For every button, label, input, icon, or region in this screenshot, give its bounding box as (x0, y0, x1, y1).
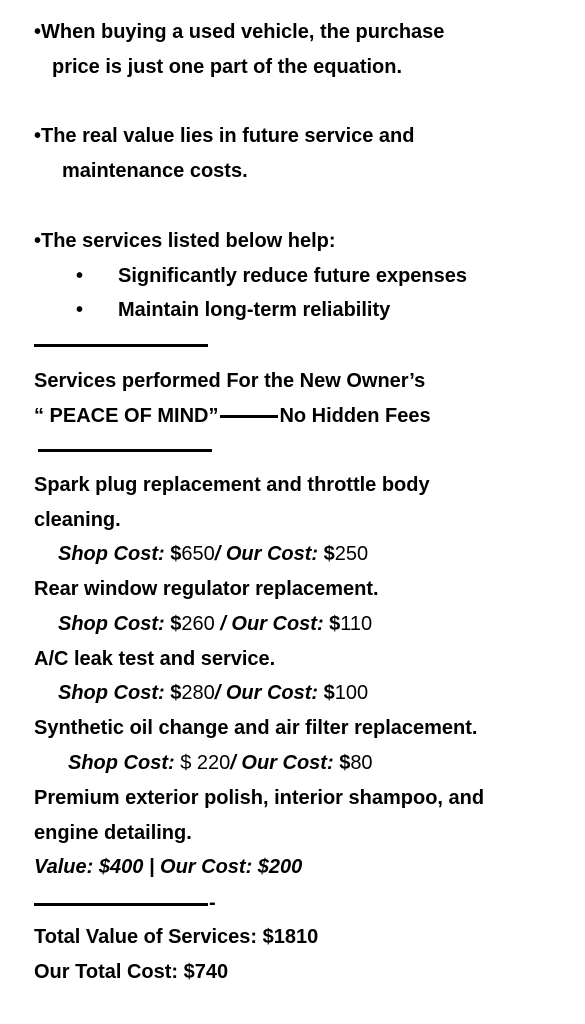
total-cost-line: Our Total Cost: $740 (34, 961, 229, 983)
peace-of-mind-text: “ PEACE OF MIND” (34, 405, 219, 427)
cost-separator: / (214, 682, 226, 704)
service-5-name-line-2: engine detailing. (34, 822, 192, 844)
service-1-name-line-2: cleaning. (34, 509, 121, 531)
service-5-value-line: Value: $400 | Our Cost: $200 (34, 856, 303, 878)
our-cost-currency: $ (323, 682, 335, 704)
services-header-line-2 (34, 404, 431, 428)
service-2-name: Rear window regulator replacement. (34, 578, 379, 600)
shop-cost-currency: $ (170, 682, 182, 704)
our-cost-value: 100 (334, 682, 369, 704)
bullet-icon: • (76, 265, 84, 287)
cost-separator: / (214, 613, 232, 635)
no-hidden-fees-text: No Hidden Fees (279, 405, 431, 427)
our-cost-value: 250 (334, 543, 369, 565)
shop-cost-value: 220 (191, 752, 231, 774)
our-cost-label: Our Cost: (225, 682, 324, 704)
our-cost-label: Our Cost: (241, 752, 340, 774)
intro-line-2: price is just one part of the equation. (52, 56, 403, 78)
intro-line-3: •The real value lies in future service and (34, 125, 415, 147)
our-cost-currency: $ (329, 613, 341, 635)
intro-line-5: •The services listed below help: (34, 230, 336, 252)
our-cost-label: Our Cost: (231, 613, 330, 635)
cost-separator: / (230, 752, 242, 774)
divider-rule (34, 903, 208, 906)
service-4-name: Synthetic oil change and air filter replacement. (34, 717, 478, 739)
benefit-item-2: Maintain long-term reliability (118, 299, 391, 321)
cost-separator: / (214, 543, 226, 565)
divider-rule (38, 449, 212, 452)
intro-line-1: •When buying a used vehicle, the purchase (34, 21, 445, 43)
shop-cost-value: 650 (181, 543, 215, 565)
total-value-line: Total Value of Services: $1810 (34, 926, 319, 948)
shop-cost-label: Shop Cost: (58, 682, 171, 704)
benefit-item-1: Significantly reduce future expenses (118, 265, 467, 287)
our-cost-currency: $ (339, 752, 351, 774)
service-2-cost-line (58, 612, 372, 636)
shop-cost-value: 280 (181, 682, 215, 704)
bullet-icon: • (76, 299, 84, 321)
service-5-name-line-1: Premium exterior polish, interior shampoo, and (34, 787, 485, 809)
intro-line-4: maintenance costs. (62, 160, 248, 182)
service-1-cost-line (58, 542, 368, 566)
shop-cost-currency: $ (170, 613, 182, 635)
shop-cost-label: Shop Cost: (58, 613, 171, 635)
divider-dash: - (209, 892, 216, 914)
service-3-cost-line (58, 681, 368, 705)
our-cost-value: 110 (340, 613, 373, 635)
service-1-name-line-1: Spark plug replacement and throttle body (34, 474, 430, 496)
divider-rule (34, 344, 208, 347)
shop-cost-currency: $ (180, 752, 192, 774)
shop-cost-currency: $ (170, 543, 182, 565)
inline-rule (220, 415, 278, 418)
our-cost-currency: $ (323, 543, 335, 565)
our-cost-label: Our Cost: (225, 543, 324, 565)
shop-cost-label: Shop Cost: (58, 543, 171, 565)
service-4-cost-line (68, 751, 373, 775)
service-3-name: A/C leak test and service. (34, 648, 276, 670)
shop-cost-value: 260 (181, 613, 215, 635)
shop-cost-label: Shop Cost: (68, 752, 181, 774)
services-header-line-1: Services performed For the New Owner’s (34, 370, 426, 392)
our-cost-value: 80 (350, 752, 373, 774)
